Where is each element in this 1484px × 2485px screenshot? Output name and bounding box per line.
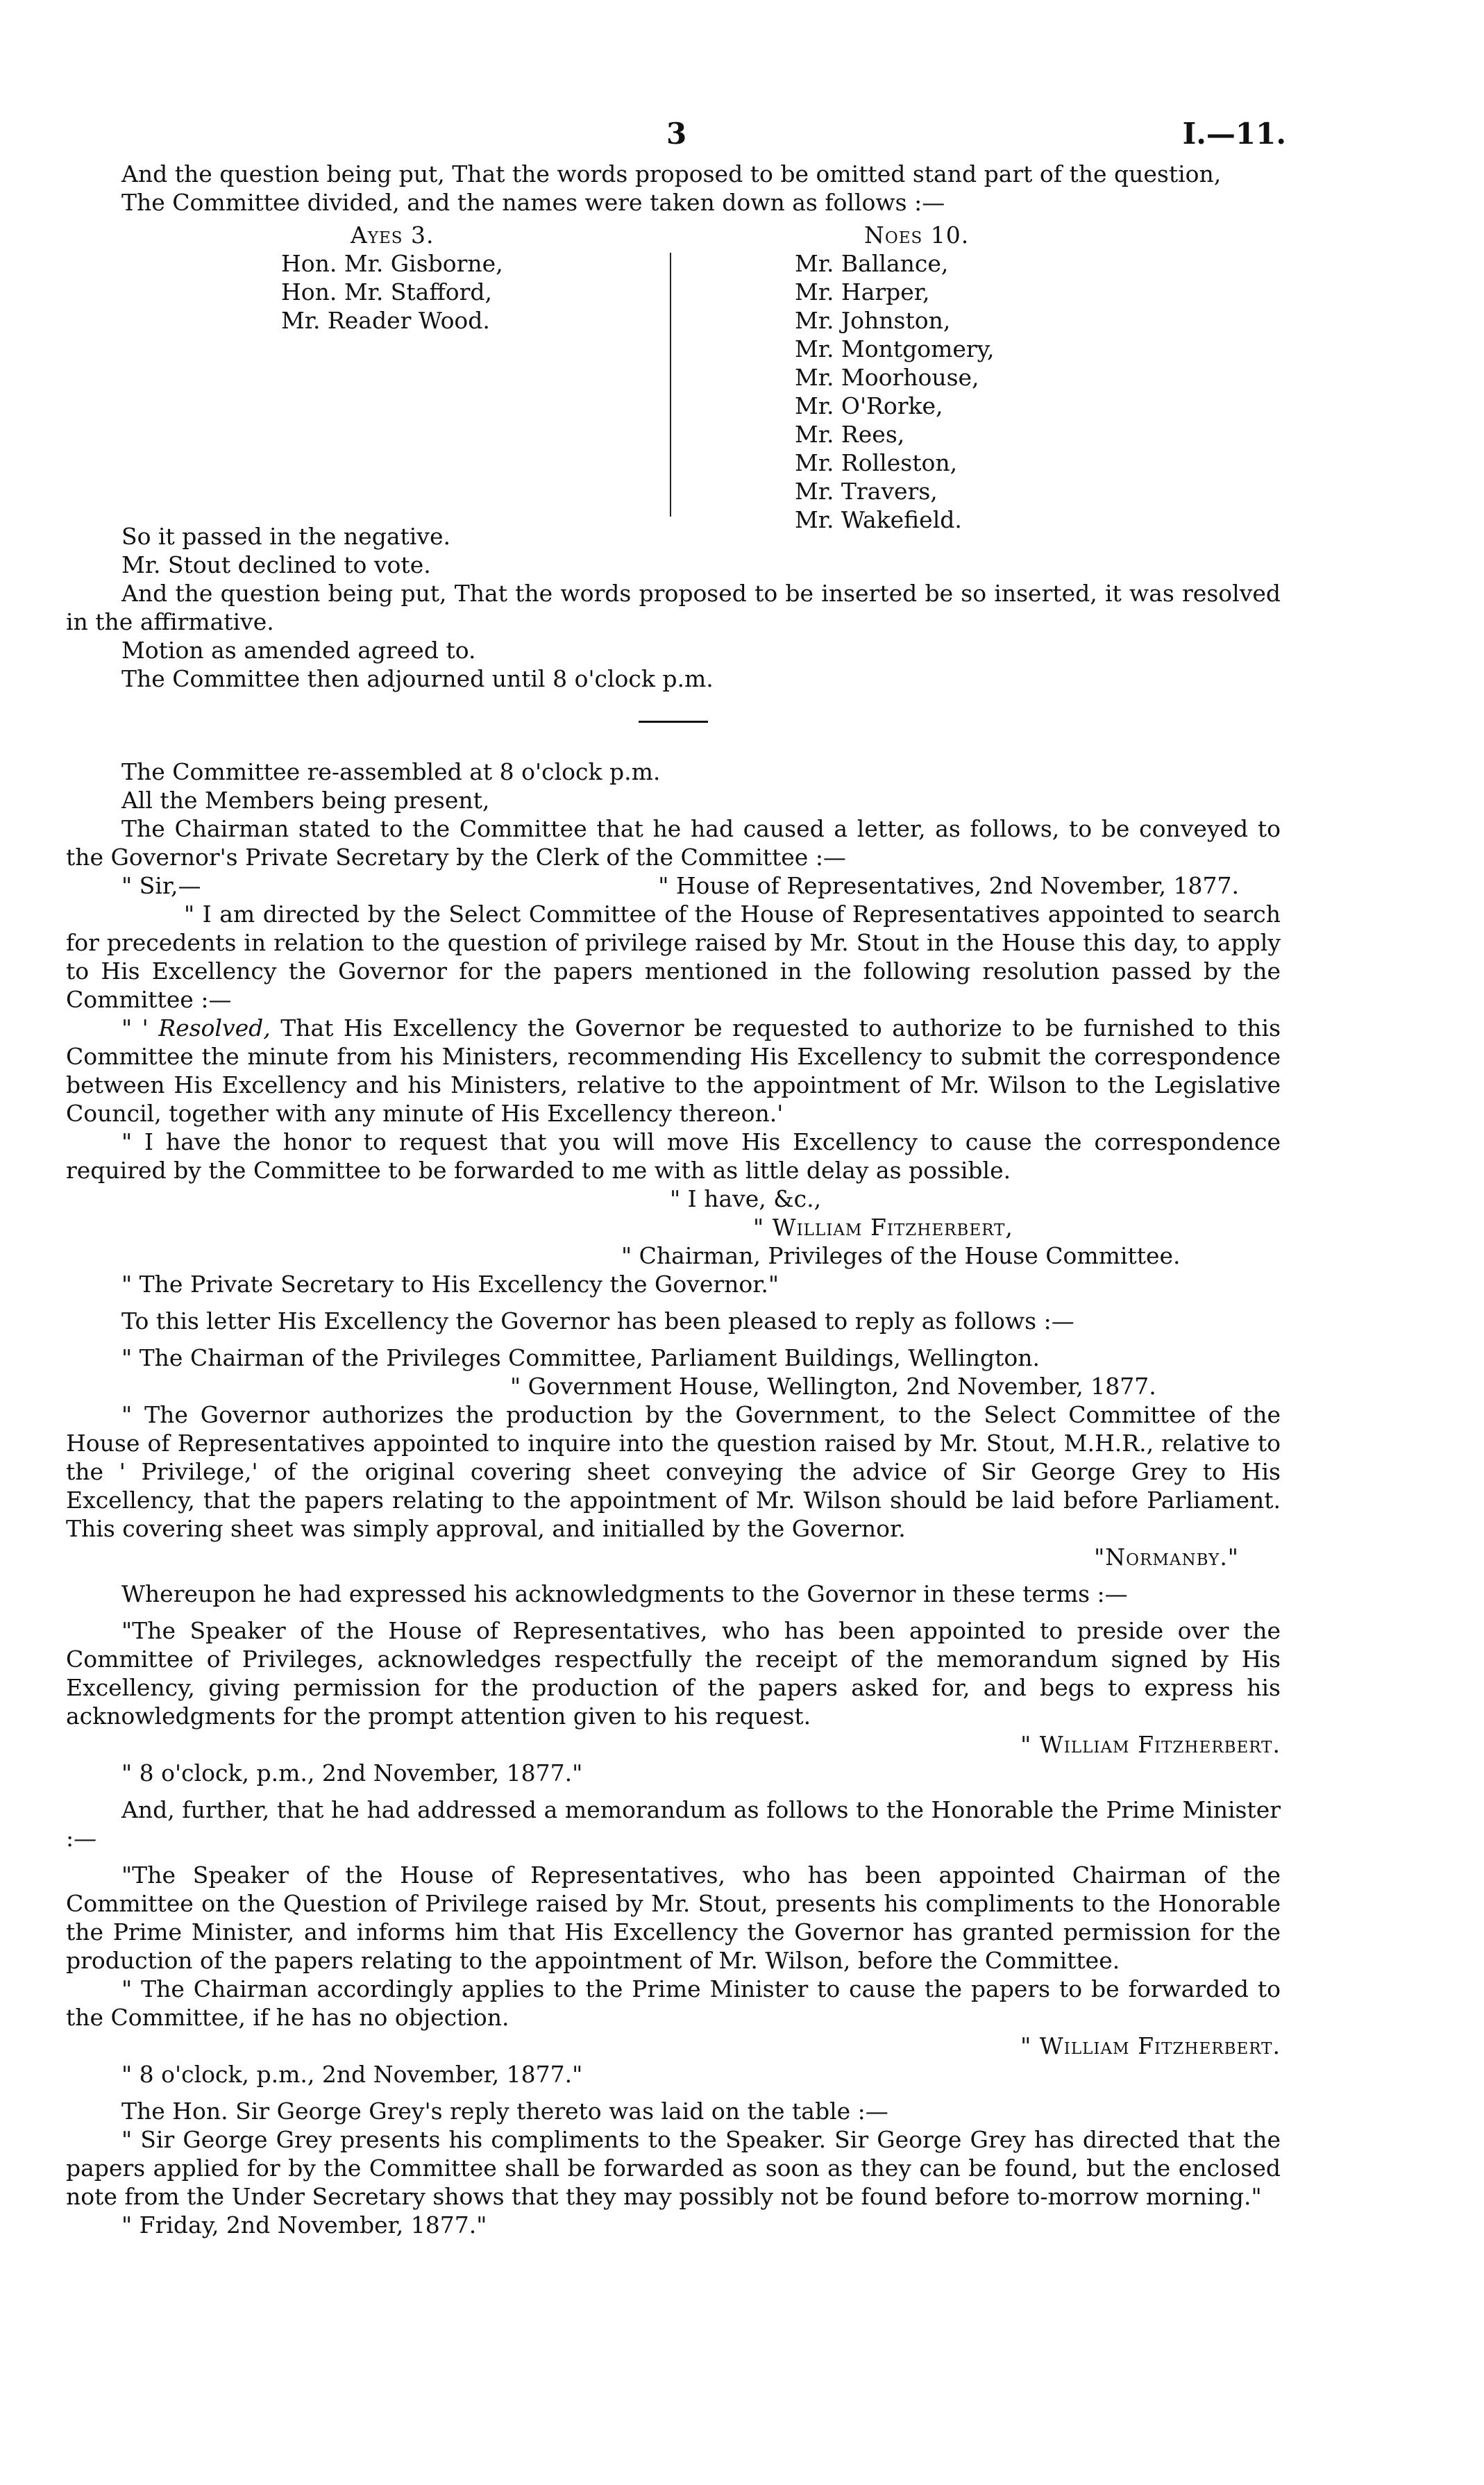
- letter-resolution: [66, 1014, 1281, 1128]
- letter-header: [66, 871, 1281, 900]
- page-number: 3: [666, 117, 687, 151]
- page-header: [66, 111, 1286, 160]
- noes-name: Mr. O'Rorke,: [795, 392, 943, 419]
- resolved-text: That His Excellency the Governor be requested to authorize to be furnished to this Committee the minute from his Ministers, recommending His Excellency to submit the correspondence between His Excellency and his Ministers, relative to the appointment of Mr. Wilson to the Legislative Council, together with any minute of His Excellency thereon.': [66, 1014, 1281, 1127]
- column-divider: [670, 253, 671, 517]
- memo-signature: " William Fitzherbert.: [1020, 2032, 1281, 2059]
- motion-agreed: Motion as amended agreed to.: [121, 637, 476, 664]
- negative-result: So it passed in the negative.: [121, 523, 450, 550]
- reply-body: " The Governor authorizes the production by the Government, to the Select Committee of the House of Representatives appointed to inquire into the question raised by Mr. Stout, M.H.R., relative to the ' Privilege,' of the original covering sheet conveying the advice of Sir George Grey to His Excellency, that the papers relating to the appointment of Mr. Wilson should be laid before Parliament. This covering sheet was simply approval, and initialled by the Governor.: [66, 1401, 1281, 1542]
- letter-signature: " William Fitzherbert,: [753, 1214, 1013, 1241]
- noes-column: [795, 221, 994, 534]
- noes-name: Mr. Harper,: [795, 278, 930, 306]
- reply-intro: To this letter His Excellency the Governor has been pleased to reply as follows :—: [121, 1307, 1074, 1334]
- noes-name: Mr. Rolleston,: [795, 449, 958, 476]
- affirmative-result: And the question being put, That the words proposed to be inserted be so inserted, it was resolved in the affirmative.: [66, 580, 1281, 635]
- section-divider: [639, 721, 708, 723]
- reply-address-date: " Government House, Wellington, 2nd November, 1877.: [510, 1373, 1156, 1400]
- division-list: [66, 221, 1281, 533]
- reassembled: The Committee re-assembled at 8 o'clock p.m.: [121, 758, 661, 785]
- noes-name: Mr. Travers,: [795, 478, 938, 505]
- noes-heading: Noes 10.: [864, 221, 970, 249]
- declined-vote: Mr. Stout declined to vote.: [121, 551, 431, 578]
- reply-signature: "Normanby.": [1094, 1543, 1239, 1571]
- letter-address-date: " House of Representatives, 2nd November, 1877.: [658, 872, 1239, 899]
- acknowledgment-signature: " William Fitzherbert.: [1020, 1731, 1281, 1758]
- resolved-word: Resolved,: [158, 1014, 271, 1041]
- ayes-column: [281, 221, 503, 335]
- noes-name: Mr. Montgomery,: [795, 335, 995, 362]
- acknowledgment-body: "The Speaker of the House of Representatives, who has been appointed to preside over the Committee of Privileges, acknowledges respectfully the receipt of the memorandum signed by His Excellency, giving permission for the production of the papers asked for, and begs to express his acknowledgments for the prompt attention given to his request.: [66, 1617, 1281, 1730]
- noes-name: Mr. Ballance,: [795, 250, 949, 277]
- resolved-prefix: " ': [121, 1014, 159, 1041]
- document-page: [66, 111, 1286, 2239]
- members-present: All the Members being present,: [121, 787, 490, 814]
- ayes-name: Mr. Reader Wood.: [281, 307, 490, 334]
- letter-addressee: " The Private Secretary to His Excellency the Governor.": [121, 1271, 779, 1298]
- letter-request: " I have the honor to request that you will move His Excellency to cause the correspondence required by the Committee to be forwarded to me with as little delay as possible.: [66, 1128, 1281, 1184]
- grey-reply-body: " Sir George Grey presents his compliments to the Speaker. Sir George Grey has directed that the papers applied for by the Committee shall be forwarded as soon as they can be found, but the enclosed note from the Under Secretary shows that they may possibly not be found before to-morrow morning.": [66, 2126, 1281, 2210]
- ayes-name: Hon. Mr. Stafford,: [281, 278, 493, 306]
- letter-signature-title: " Chairman, Privileges of the House Committee.: [621, 1242, 1181, 1269]
- letter-body: " I am directed by the Select Committee of the House of Representatives appointed to search for precedents in relation to the question of privilege raised by Mr. Stout in the House this day, to apply to His Excellency the Governor for the papers mentioned in the following resolution passed by the Committee :—: [66, 901, 1281, 1013]
- noes-name: Mr. Moorhouse,: [795, 364, 979, 391]
- noes-name: Mr. Rees,: [795, 421, 905, 448]
- noes-name: Mr. Wakefield.: [795, 506, 962, 533]
- memo-request: " The Chairman accordingly applies to the Prime Minister to cause the papers to be forwarded to the Committee, if he has no objection.: [66, 1975, 1281, 2031]
- memo-intro: And, further, that he had addressed a memorandum as follows to the Honorable the Prime Minister :—: [66, 1796, 1281, 1852]
- letter-closing: " I have, &c.,: [670, 1185, 822, 1212]
- ayes-name: Hon. Mr. Gisborne,: [281, 250, 503, 277]
- grey-reply-date: " Friday, 2nd November, 1877.": [121, 2211, 487, 2239]
- division-paragraph: The Committee divided, and the names were taken down as follows :—: [121, 189, 945, 216]
- question-paragraph: And the question being put, That the words proposed to be omitted stand part of the question,: [121, 160, 1222, 187]
- acknowledgment-intro: Whereupon he had expressed his acknowledgments to the Governor in these terms :—: [121, 1580, 1128, 1607]
- chairman-statement: The Chairman stated to the Committee that he had caused a letter, as follows, to be conveyed to the Governor's Private Secretary by the Clerk of the Committee :—: [66, 815, 1281, 871]
- grey-intro: The Hon. Sir George Grey's reply thereto was laid on the table :—: [121, 2098, 888, 2125]
- noes-name: Mr. Johnston,: [795, 307, 951, 334]
- letter-salutation: " Sir,—: [121, 872, 201, 899]
- memo-date: " 8 o'clock, p.m., 2nd November, 1877.": [121, 2061, 583, 2088]
- document-reference: I.—11.: [1182, 117, 1286, 151]
- adjournment: The Committee then adjourned until 8 o'clock p.m.: [121, 665, 714, 692]
- reply-addressee: " The Chairman of the Privileges Committee, Parliament Buildings, Wellington.: [121, 1344, 1040, 1371]
- memo-body: "The Speaker of the House of Representatives, who has been appointed Chairman of the Committee on the Question of Privilege raised by Mr. Stout, presents his compliments to the Honorable the Prime Minister, and informs him that His Excellency the Governor has granted permission for the production of the papers relating to the appointment of Mr. Wilson, before the Committee.: [66, 1861, 1281, 1974]
- acknowledgment-date: " 8 o'clock, p.m., 2nd November, 1877.": [121, 1759, 583, 1787]
- ayes-heading: Ayes 3.: [351, 221, 435, 249]
